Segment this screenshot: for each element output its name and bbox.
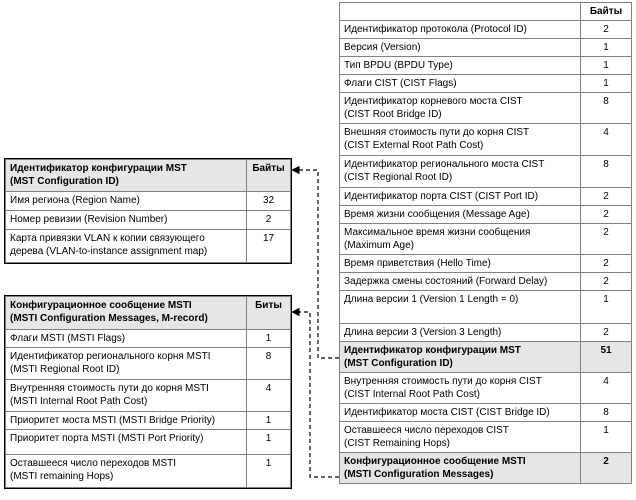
field-name-cell: Идентификатор корневого моста CIST (CIST Root Bridge ID) — [340, 93, 581, 124]
field-size-cell: 1 — [581, 39, 632, 57]
field-name-cell: Флаги CIST (CIST Flags) — [340, 75, 581, 93]
field-name-cell: Идентификатор моста CIST (CIST Bridge ID) — [340, 404, 581, 422]
field-name-cell: Карта привязки VLAN к копии связующего дерева (VLAN-to-instance assignment map) — [6, 230, 247, 263]
field-name-cell: Задержка смены состояний (Forward Delay) — [340, 273, 581, 291]
field-name-cell: Время жизни сообщения (Message Age) — [340, 206, 581, 224]
msti-config-arrow — [292, 312, 339, 477]
msti-bits-header: Биты — [247, 297, 291, 330]
field-name-cell: Идентификатор регионального моста CIST (CIST Regional Root ID) — [340, 156, 581, 188]
field-size-cell: 4 — [581, 373, 632, 404]
field-size-cell: 2 — [581, 324, 632, 342]
bytes-column-header: Байты — [581, 3, 632, 21]
field-name-cell: Приоритет порта MSTI (MSTI Port Priority) — [6, 430, 247, 455]
mst-config-id-arrow — [292, 170, 339, 358]
field-name-cell: Идентификатор конфигурации MST (MST Configuration ID) — [340, 342, 581, 373]
field-name-cell: Версия (Version) — [340, 39, 581, 57]
field-size-cell: 2 — [581, 255, 632, 273]
field-name-cell: Внутренняя стоимость пути до корня MSTI (MSTI Internal Root Path Cost) — [6, 380, 247, 412]
field-size-cell: 17 — [247, 230, 291, 263]
field-name-cell: Максимальное время жизни сообщения (Maximum Age) — [340, 224, 581, 255]
field-size-cell: 2 — [581, 273, 632, 291]
field-name-cell: Оставшееся число переходов MSTI (MSTI remaining Hops) — [6, 455, 247, 488]
field-size-cell: 2 — [581, 206, 632, 224]
field-size-cell: 4 — [581, 124, 632, 156]
mst-config-id-title: Идентификатор конфигурации MST (MST Configuration ID) — [6, 160, 247, 192]
field-name-cell: Длина версии 1 (Version 1 Length = 0) — [340, 291, 581, 324]
field-name-cell: Внешняя стоимость пути до корня CIST (CIST External Root Path Cost) — [340, 124, 581, 156]
field-size-cell: 2 — [581, 453, 632, 484]
field-name-cell: Номер ревизии (Revision Number) — [6, 211, 247, 230]
field-size-cell: 2 — [581, 188, 632, 206]
field-size-cell: 32 — [247, 192, 291, 211]
field-size-cell: 2 — [247, 211, 291, 230]
field-size-cell: 1 — [581, 291, 632, 324]
field-size-cell: 1 — [247, 330, 291, 348]
field-name-cell: Идентификатор регионального корня MSTI (MSTI Regional Root ID) — [6, 348, 247, 380]
field-name-cell: Оставшееся число переходов CIST (CIST Remaining Hops) — [340, 422, 581, 453]
field-name-cell: Имя региона (Region Name) — [6, 192, 247, 211]
field-name-cell: Тип BPDU (BPDU Type) — [340, 57, 581, 75]
field-size-cell: 2 — [581, 21, 632, 39]
field-name-cell: Идентификатор порта CIST (CIST Port ID) — [340, 188, 581, 206]
field-size-cell: 1 — [581, 57, 632, 75]
field-name-cell: Приоритет моста MSTI (MSTI Bridge Priority) — [6, 412, 247, 430]
field-size-cell: 8 — [581, 93, 632, 124]
field-size-cell: 8 — [581, 156, 632, 188]
field-name-cell: Идентификатор протокола (Protocol ID) — [340, 21, 581, 39]
field-size-cell: 1 — [247, 412, 291, 430]
field-size-cell: 4 — [247, 380, 291, 412]
field-size-cell: 2 — [581, 224, 632, 255]
field-size-cell: 1 — [581, 75, 632, 93]
field-size-cell: 51 — [581, 342, 632, 373]
field-name-cell: Внутренняя стоимость пути до корня CIST (CIST Internal Root Path Cost) — [340, 373, 581, 404]
field-size-cell: 1 — [581, 422, 632, 453]
field-size-cell: 8 — [581, 404, 632, 422]
field-size-cell: 1 — [247, 455, 291, 488]
field-name-cell: Флаги MSTI (MSTI Flags) — [6, 330, 247, 348]
field-name-cell: Длина версии 3 (Version 3 Length) — [340, 324, 581, 342]
mst-config-bytes-header: Байты — [247, 160, 291, 192]
field-size-cell: 1 — [247, 430, 291, 455]
field-name-cell: Время приветствия (Hello Time) — [340, 255, 581, 273]
msti-title: Конфигурационное сообщение MSTI (MSTI Configuration Messages, M-record) — [6, 297, 247, 330]
field-name-cell: Конфигурационное сообщение MSTI (MSTI Configuration Messages) — [340, 453, 581, 484]
field-size-cell: 8 — [247, 348, 291, 380]
